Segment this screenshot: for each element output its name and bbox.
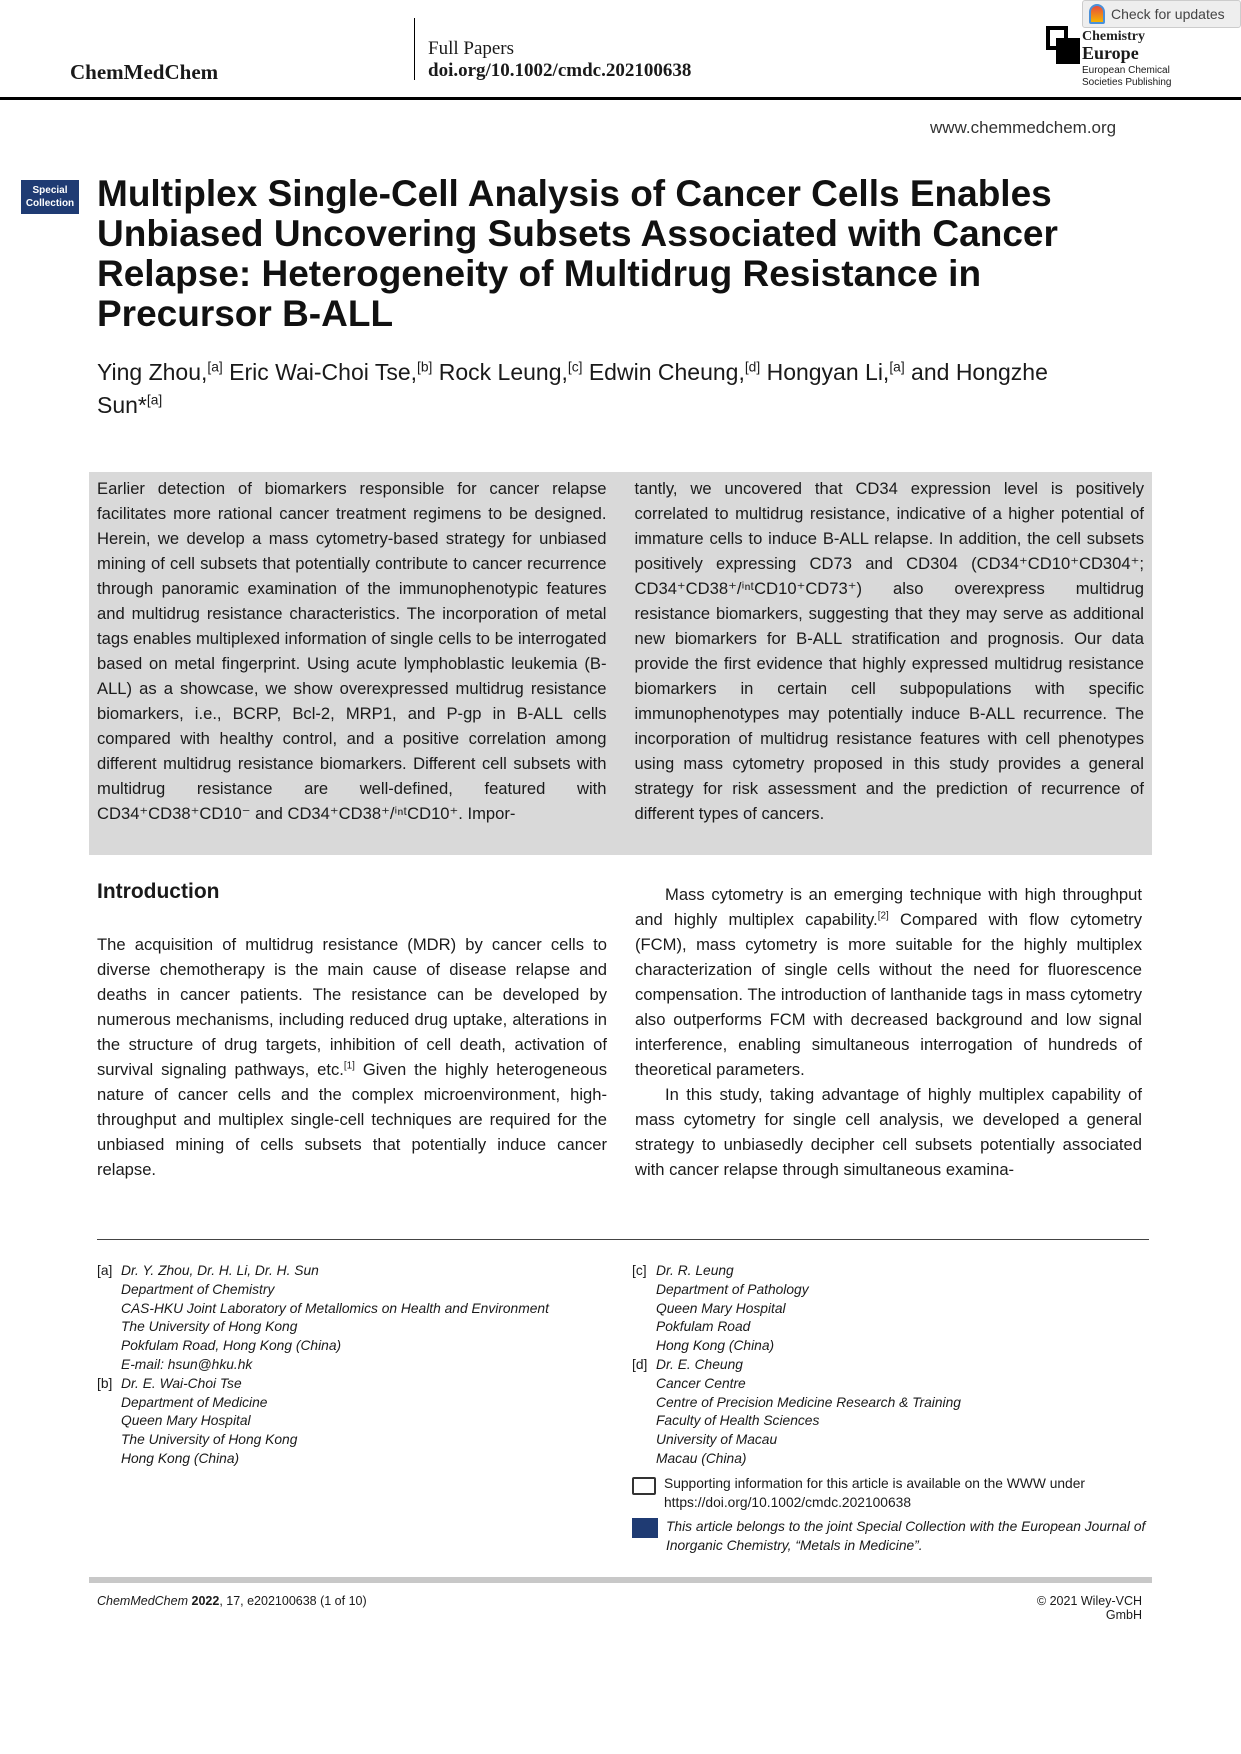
doi-link[interactable]: doi.org/10.1002/cmdc.202100638 [428, 60, 692, 81]
affiliations-right [632, 1262, 1152, 1556]
collection-note [632, 1518, 1152, 1556]
chemistry-europe-logo [1046, 26, 1080, 60]
abstract-box [89, 472, 1152, 855]
website-link[interactable]: www.chemmedchem.org [930, 118, 1117, 137]
citation-2[interactable]: [2] [877, 910, 889, 922]
footer-copyright: © 2021 Wiley-VCH GmbH [1036, 1594, 1142, 1622]
footer-citation: ChemMedChem 2022, 17, e202100638 (1 of 10) [97, 1594, 367, 1608]
intro-paragraph-2: Mass cytometry is an emerging technique with high throughput and highly multiplex capability.[2] Compared with flow cytometry (FCM), mass cytometry is more suitable for the highly multiplex characterization of single cells without the need for fluorescence compensation. The introduction of lanthanide tags in mass cytometry also outperforms FCM with decreased background and low signal interference, enabling simultaneous interrogation of hundreds of theoretical parameters. [635, 885, 1142, 1079]
citation-1[interactable]: [1] [343, 1060, 355, 1072]
collection-note-text: This article belongs to the joint Special Collection with the European Journal of Inorganic Chemistry, “Metals in Medicine”. [666, 1519, 1146, 1554]
publisher-line2: Europe [1082, 43, 1139, 63]
affiliation-d: [d] Dr. E. Cheung Cancer Centre Centre of Precision Medicine Research & Training Faculty of Health Sciences University of Macau Macau (China) [632, 1356, 961, 1466]
publisher-sub2: Societies Publishing [1082, 77, 1172, 88]
author: Rock Leung,[c] [432, 359, 583, 385]
publisher-line1: Chemistry [1082, 29, 1145, 44]
affiliation-c: [c] Dr. R. Leung Department of Pathology Queen Mary Hospital Pokfulam Road Hong Kong (China) [632, 1263, 809, 1354]
intro-right-column [635, 882, 1142, 1182]
special-collection-icon [632, 1518, 658, 1538]
intro-paragraph-3: In this study, taking advantage of highly multiplex capability of mass cytometry for single cell analysis, we developed a general strategy to unbiasedly decipher cell subsets potentially associated with cancer relapse through simultaneous examina- [635, 1085, 1142, 1179]
author-list [97, 356, 1097, 422]
check-updates-label: Check for updates [1111, 6, 1225, 22]
affiliation-a: [a] Dr. Y. Zhou, Dr. H. Li, Dr. H. Sun Department of Chemistry CAS-HKU Joint Laboratory of Metallomics on Health and Environment The University of Hong Kong Pokfulam Road, Hong Kong (China) E-mail: hsun@hku.hk [97, 1262, 597, 1375]
footer-bar [89, 1577, 1152, 1583]
supporting-info [632, 1475, 1152, 1513]
publisher-sub1: European Chemical [1082, 65, 1170, 76]
check-for-updates-button[interactable] [1082, 0, 1241, 28]
header-divider [414, 18, 415, 80]
footnote-rule [97, 1239, 1149, 1240]
badge-line1: Special [32, 185, 68, 196]
paper-title: Multiplex Single-Cell Analysis of Cancer Cells Enables Unbiased Uncovering Subsets Associated with Cancer Relapse: Heterogeneity of Multidrug Resistance in Precursor B-ALL [97, 173, 1058, 334]
badge-line2: Collection [25, 198, 75, 209]
intro-paragraph-1: The acquisition of multidrug resistance (MDR) by cancer cells to diverse chemotherapy is the main cause of disease relapse and deaths in cancer patients. The resistance can be developed by numerous mechanisms, including reduced drug uptake, alterations in the structure of drug targets, inhibition of cell death, activation of survival signaling pathways, etc.[1] Given the highly heterogeneous nature of cancer cells and the complex microenvironment, high-throughput and multiplex single-cell techniques are required for the unbiased mining of cells subsets that potentially induce cancer relapse. [97, 935, 607, 1179]
special-collection-badge [21, 180, 79, 214]
author: Ying Zhou,[a] [97, 359, 223, 385]
publisher-sub [1082, 65, 1172, 89]
crossmark-icon [1089, 4, 1105, 24]
laptop-icon [632, 1477, 656, 1495]
author: Eric Wai-Choi Tse,[b] [222, 359, 433, 385]
journal-name: ChemMedChem [70, 60, 219, 84]
affiliation-b: [b] Dr. E. Wai-Choi Tse Department of Medicine Queen Mary Hospital The University of Hong Kong Hong Kong (China) [97, 1375, 298, 1466]
author: Hongyan Li,[a] [760, 359, 905, 385]
author: and Hongzhe Sun*[a] [97, 359, 1048, 418]
author: Edwin Cheung,[d] [582, 359, 761, 385]
abstract-right: tantly, we uncovered that CD34 expression level is positively correlated to multidrug resistance, indicative of a higher potential of immature cells to induce B-ALL relapse. In addition, the cell subsets positively expressing CD73 and CD304 (CD34⁺CD10⁺CD304⁺; CD34⁺CD38⁺/ⁱⁿᵗCD10⁺CD73⁺) also overexpress multidrug resistance biomarkers, suggesting that they may serve as additional new biomarkers for B-ALL stratification and prognosis. Our data provide the first evidence that highly expressed multidrug resistance biomarkers in certain cell subpopulations with specific immunophenotypes may potentially induce B-ALL recurrence. The incorporation of multidrug resistance features with cell phenotypes using mass cytometry proposed in this study provides a general strategy for risk assessment and the prediction of recurrence of different types of cancers. [634, 479, 1144, 823]
section-heading-introduction: Introduction [97, 880, 220, 903]
header-rule [0, 97, 1241, 100]
article-type: Full Papers [428, 38, 515, 59]
affiliations-left [97, 1262, 597, 1469]
supporting-info-text[interactable]: Supporting information for this article is available on the WWW under https://doi.org/10.1002/cmdc.202100638 [664, 1475, 1085, 1510]
email-link[interactable]: E-mail: hsun@hku.hk [121, 1356, 253, 1372]
abstract-left: Earlier detection of biomarkers responsible for cancer relapse facilitates more rational cancer treatment regimens to be designed. Herein, we develop a mass cytometry-based strategy for unbiased mining of cell subsets that potentially contribute to cancer recurrence through panoramic examination of the immunophenotypic features and multidrug resistance characteristics. The incorporation of metal tags enables multiplexed information of single cells to be interrogated based on metal fingerprint. Using acute lymphoblastic leukemia (B-ALL) as a showcase, we show overexpressed multidrug resistance biomarkers, i.e., BCRP, Bcl-2, MRP1, and P-gp in B-ALL cells compared with healthy control, and a positive correlation among different multidrug resistance biomarkers. Different cell subsets with multidrug resistance are well-defined, featured with CD34⁺CD38⁺CD10⁻ and CD34⁺CD38⁺/ⁱⁿᵗCD10⁺. Impor- [97, 479, 607, 823]
